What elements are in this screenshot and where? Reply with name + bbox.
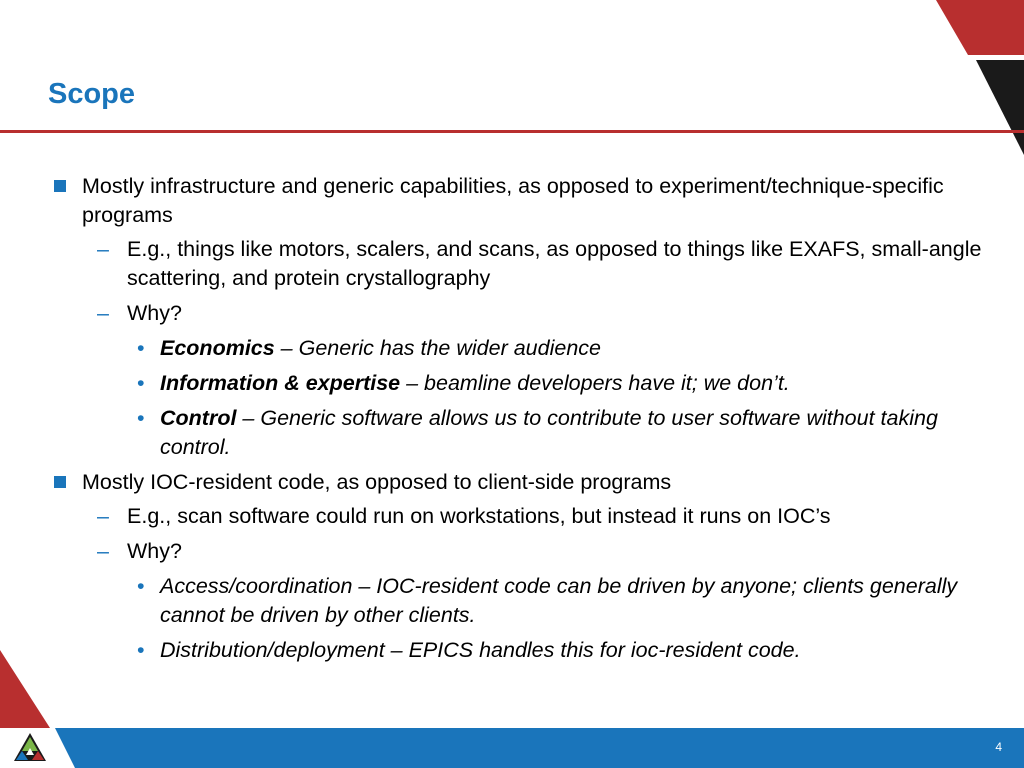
dash-bullet-icon: – (97, 237, 109, 261)
dash-bullet-icon: – (97, 301, 109, 325)
dot-bullet-icon: • (137, 336, 145, 360)
bullet-level-1: Mostly IOC-resident code, as opposed to client-side programs (52, 468, 982, 497)
slide-title: Scope (48, 78, 136, 110)
bullet-level-1: Mostly infrastructure and generic capabilities, as opposed to experiment/technique-specific programs (52, 172, 982, 230)
bullet-level-2: – Why? (97, 299, 982, 328)
page-number: 4 (995, 740, 1002, 754)
bullet-level-3: • Economics – Generic has the wider audience (137, 334, 982, 363)
dot-bullet-icon: • (137, 638, 145, 662)
dot-bullet-icon: • (137, 574, 145, 598)
bullet-level-3: • Distribution/deployment – EPICS handles this for ioc-resident code. (137, 636, 982, 665)
dash-bullet-icon: – (97, 539, 109, 563)
bullet-level-2: – E.g., scan software could run on workstations, but instead it runs on IOC’s (97, 502, 982, 531)
bullet-level-2: – E.g., things like motors, scalers, and scans, as opposed to things like EXAFS, small-angle scattering, and protein crystallography (97, 237, 982, 290)
dash-bullet-icon: – (97, 504, 109, 528)
bullet-level-3: • Information & expertise – beamline developers have it; we don’t. (137, 369, 982, 398)
bullet-level-3: • Access/coordination – IOC-resident code can be driven by anyone; clients generally cannot be driven by other clients. (137, 574, 958, 627)
bullet-level-2: – Why? (97, 537, 982, 566)
dot-bullet-icon: • (137, 371, 145, 395)
bullet-level-3: • Control – Generic software allows us to contribute to user software without taking control. (137, 406, 938, 459)
dot-bullet-icon: • (137, 406, 145, 430)
